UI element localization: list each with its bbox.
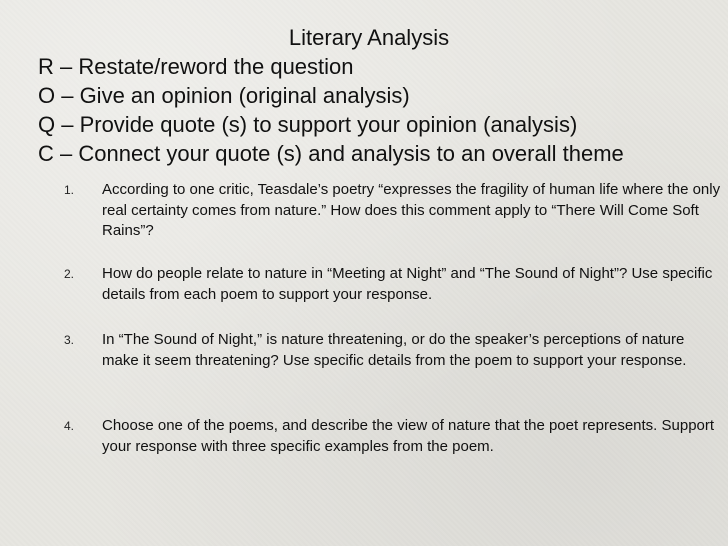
question-number: 1. bbox=[64, 183, 75, 197]
question-number: 4. bbox=[64, 419, 75, 433]
question-number: 2. bbox=[64, 267, 75, 281]
question-number: 3. bbox=[64, 333, 75, 347]
question-text: In “The Sound of Night,” is nature threatening, or do the speaker’s perceptions of nature make it seem threatening? Use specific details from the poem to support your response. bbox=[102, 331, 687, 369]
roqc-line-o: O – Give an opinion (original analysis) bbox=[38, 83, 410, 108]
roqc-list bbox=[38, 52, 718, 168]
question-text: Choose one of the poems, and describe the view of nature that the poet represents. Support your response with three specific examples from the poem. bbox=[102, 417, 715, 455]
roqc-line-c: C – Connect your quote (s) and analysis to an overall theme bbox=[38, 141, 624, 166]
roqc-line-r: R – Restate/reword the question bbox=[38, 54, 354, 79]
question-item bbox=[64, 330, 722, 371]
question-text: According to one critic, Teasdale’s poetry “expresses the fragility of human life where the only real certainty comes from nature.” How does this comment apply to “There Will Come Soft Rains”? bbox=[102, 181, 721, 239]
question-item bbox=[64, 180, 722, 242]
question-item bbox=[64, 416, 722, 457]
slide-title: Literary Analysis bbox=[288, 25, 450, 50]
roqc-line-q: Q – Provide quote (s) to support your opinion (analysis) bbox=[38, 112, 578, 137]
question-item bbox=[64, 264, 722, 305]
question-text: How do people relate to nature in “Meeting at Night” and “The Sound of Night”? Use specific details from each poem to support your response. bbox=[102, 265, 713, 303]
